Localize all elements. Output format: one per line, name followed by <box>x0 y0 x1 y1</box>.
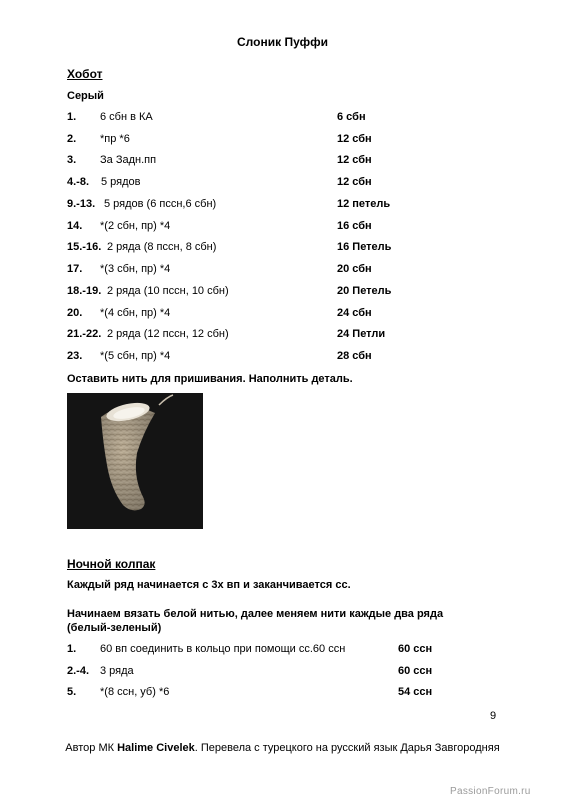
row-count: 16 Петель <box>337 241 392 253</box>
row-count: 60 ссн <box>398 643 433 655</box>
row-description: *(8 ссн, уб) *6 <box>100 686 170 698</box>
nightcap-row <box>0 686 565 702</box>
watermark: PassionForum.ru <box>450 786 531 797</box>
nightcap-row <box>0 665 565 681</box>
nightcap-note-2-line-2: (белый-зеленый) <box>67 622 162 634</box>
row-description: 5 рядов <box>101 176 141 188</box>
row-number: 14. <box>67 220 83 232</box>
row-number: 2. <box>67 133 77 145</box>
row-count: 12 сбн <box>337 133 372 145</box>
row-description: 2 ряда (12 пссн, 12 сбн) <box>107 328 229 340</box>
row-description: *пр *6 <box>100 133 130 145</box>
footer-prefix: Автор МК <box>65 742 118 754</box>
page-title: Слоник Пуффи <box>237 35 328 49</box>
row-count: 24 Петли <box>337 328 386 340</box>
row-number: 1. <box>67 111 77 123</box>
trunk-finish-note: Оставить нить для пришивания. Наполнить деталь. <box>67 373 353 385</box>
trunk-color-label: Серый <box>67 90 104 102</box>
row-number: 4.-8. <box>67 176 90 188</box>
row-description: За Задн.пп <box>100 154 157 166</box>
row-number: 23. <box>67 350 83 362</box>
row-count: 60 ссн <box>398 665 433 677</box>
trunk-row <box>0 220 565 236</box>
row-count: 16 сбн <box>337 220 372 232</box>
trunk-row <box>0 154 565 170</box>
row-number: 2.-4. <box>67 665 90 677</box>
row-description: 3 ряда <box>100 665 134 677</box>
row-description: *(4 сбн, пр) *4 <box>100 307 171 319</box>
row-description: 60 вп соединить в кольцо при помощи сс.60 ссн <box>100 643 346 655</box>
trunk-row <box>0 328 565 344</box>
row-count: 12 петель <box>337 198 391 210</box>
nightcap-note-1: Каждый ряд начинается с 3х вп и заканчивается сс. <box>67 579 351 591</box>
row-count: 12 сбн <box>337 176 372 188</box>
row-count: 12 сбн <box>337 154 372 166</box>
row-number: 15.-16. <box>67 241 102 253</box>
trunk-photo <box>67 393 203 529</box>
trunk-row <box>0 176 565 192</box>
row-count: 54 ссн <box>398 686 433 698</box>
row-number: 1. <box>67 643 77 655</box>
row-number: 3. <box>67 154 77 166</box>
page-number: 9 <box>490 710 497 722</box>
row-description: *(3 сбн, пр) *4 <box>100 263 171 275</box>
row-description: 6 сбн в КА <box>100 111 153 123</box>
trunk-row <box>0 307 565 323</box>
section-heading-trunk: Хобот <box>67 67 103 81</box>
row-description: *(2 сбн, пр) *4 <box>100 220 171 232</box>
row-number: 9.-13. <box>67 198 96 210</box>
row-description: 5 рядов (6 пссн,6 сбн) <box>104 198 217 210</box>
trunk-row <box>0 241 565 257</box>
trunk-row <box>0 198 565 214</box>
trunk-row <box>0 111 565 127</box>
row-number: 21.-22. <box>67 328 102 340</box>
trunk-row <box>0 133 565 149</box>
row-count: 6 сбн <box>337 111 366 123</box>
row-count: 20 сбн <box>337 263 372 275</box>
crochet-trunk-image <box>67 393 203 529</box>
footer-suffix: . Перевела с турецкого на русский язык Дарья Завгородняя <box>194 742 500 754</box>
trunk-row <box>0 285 565 301</box>
nightcap-row <box>0 643 565 659</box>
row-number: 20. <box>67 307 83 319</box>
footer-credit <box>0 742 565 754</box>
row-description: 2 ряда (10 пссн, 10 сбн) <box>107 285 229 297</box>
row-count: 24 сбн <box>337 307 372 319</box>
row-description: 2 ряда (8 пссн, 8 сбн) <box>107 241 217 253</box>
row-description: *(5 сбн, пр) *4 <box>100 350 171 362</box>
row-count: 20 Петель <box>337 285 392 297</box>
footer-author: Halime Civelek <box>117 742 195 754</box>
row-number: 17. <box>67 263 83 275</box>
section-heading-nightcap: Ночной колпак <box>67 557 156 571</box>
row-number: 5. <box>67 686 77 698</box>
row-number: 18.-19. <box>67 285 102 297</box>
trunk-row <box>0 263 565 279</box>
trunk-row <box>0 350 565 366</box>
row-count: 28 сбн <box>337 350 372 362</box>
nightcap-note-2-line-1: Начинаем вязать белой нитью, далее меняем нити каждые два ряда <box>67 608 444 620</box>
